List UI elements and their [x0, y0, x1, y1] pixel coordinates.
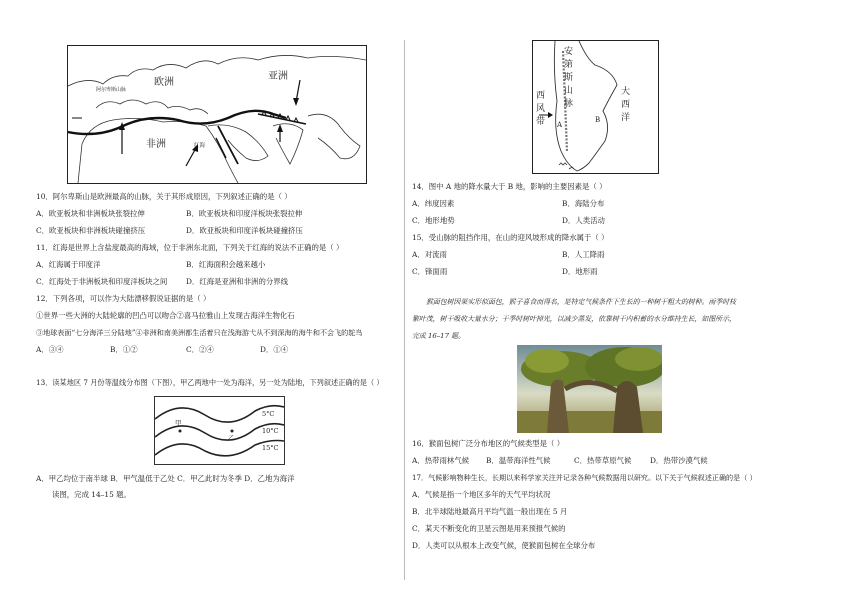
q17-option-d[interactable]: D．人类可以从根本上改变气候，使猴面包树在全球分布	[412, 541, 596, 550]
plate-map	[67, 45, 367, 184]
andes-char-3: 斯	[564, 73, 574, 83]
q12-option-a[interactable]: A．③④	[36, 345, 64, 354]
plate-map-drawing	[68, 46, 366, 183]
westerlies-char-3: 带	[536, 117, 546, 127]
q17-option-a[interactable]: A．气候是指一个地区多年的天气平均状况	[412, 490, 551, 499]
map-label-europe: 欧洲	[154, 77, 174, 88]
isotherm-15c: 15°C	[262, 444, 279, 452]
south-america-drawing	[533, 41, 658, 173]
baobab-illustration	[517, 345, 662, 433]
isotherm-10c: 10°C	[262, 427, 279, 435]
q11-option-d[interactable]: D．红海是亚洲和非洲的分界线	[186, 277, 289, 286]
atlantic-char-2: 西	[621, 100, 631, 110]
q17-option-b[interactable]: B．北半球陆地最高月平均气温一般出现在 5 月	[412, 507, 568, 516]
map-label-asia: 亚洲	[268, 71, 288, 82]
atlantic-char-3: 洋	[621, 113, 631, 123]
q10-option-d[interactable]: D．欧亚板块和印度洋板块碰撞挤压	[186, 226, 303, 235]
q13-stem: 13．读某地区 7 月份等温线分布图（下图），甲乙两地中一处为海洋，另一处为陆地，下列叙述正确的是（ ）	[36, 378, 384, 387]
q15-stem: 15．受山脉的阻挡作用，在山的迎风坡形成的降水属于（ ）	[412, 233, 609, 242]
westerlies-char-2: 风	[536, 104, 546, 114]
point-a-label: A	[557, 121, 563, 129]
q16-option-d[interactable]: D．热带沙漠气候	[650, 456, 708, 465]
q14-option-c[interactable]: C．地形地势	[412, 216, 455, 225]
q11-option-b[interactable]: B．红海面积会越来越小	[186, 260, 266, 269]
map-label-africa: 非洲	[146, 139, 166, 150]
q15-option-d[interactable]: D．地形雨	[562, 267, 598, 276]
q15-option-b[interactable]: B．人工降雨	[562, 250, 605, 259]
label-jia: 甲	[175, 419, 182, 427]
q12-statement-line1: ①世界一些大洲的大陆轮廓的凹凸可以吻合②喜马拉雅山上发现古海洋生物化石	[36, 311, 295, 320]
q16-stem: 16．猴面包树广泛分布地区的气候类型是（ ）	[412, 439, 565, 448]
andes-char-1: 安	[564, 47, 574, 57]
q16-option-c[interactable]: C．热带草原气候	[574, 456, 632, 465]
isotherm-5c: 5°C	[262, 410, 275, 418]
q10-option-a[interactable]: A．欧亚板块和非洲板块张裂拉伸	[36, 209, 145, 218]
andes-char-2: 第	[564, 60, 574, 70]
q15-option-a[interactable]: A．对流雨	[412, 250, 447, 259]
baobab-photo	[517, 345, 662, 433]
q11-option-a[interactable]: A．红海属于印度洋	[36, 260, 101, 269]
q10-option-c[interactable]: C．欧亚板块和非洲板块碰撞挤压	[36, 226, 146, 235]
westerlies-char-1: 西	[536, 91, 546, 101]
passage-line3: 完成 16–17 题。	[412, 332, 465, 340]
q15-option-c[interactable]: C．锋面雨	[412, 267, 448, 276]
q17-option-c[interactable]: C．某天不断变化的卫星云图是用来预报气候的	[412, 524, 566, 533]
q12-option-b[interactable]: B．①②	[110, 345, 138, 354]
q17-stem: 17．气候影响物种生长，长期以来科学家关注并记录各种气候数据用以研究。以下关于气候叙述正确的是（ ）	[412, 473, 757, 482]
label-yi: 乙	[228, 434, 235, 442]
andes-char-5: 脉	[564, 99, 574, 109]
passage-line1: 猴面包树因果实形似面包，猴子喜食而得名，是特定气候条件下生长的一种树干粗大的树种。雨季时枝	[426, 298, 737, 306]
q13-options[interactable]: A．甲乙均位于南半球 B．甲气温低于乙处 C．甲乙此时为冬季 D．乙地为海洋	[36, 474, 295, 483]
q11-stem: 11．红海是世界上含盐度最高的海域，位于非洲东北面，下列关于红海的说法不正确的是（ ）	[36, 243, 344, 252]
atlantic-char-1: 大	[621, 87, 631, 97]
column-divider	[404, 40, 405, 580]
q14-stem: 14．图中 A 地的降水量大于 B 地，影响的主要因素是（ ）	[412, 182, 607, 191]
q10-stem: 10．阿尔卑斯山是欧洲最高的山脉，关于其形成原因，下列叙述正确的是（ ）	[36, 192, 292, 201]
map-label-redsea: 红海	[194, 143, 206, 149]
passage-line2: 繁叶茂，树干吸收大量水分；干季时树叶掉光，以减少蒸发，依靠树干内积蓄的水分维持生长，如图所示，	[412, 315, 736, 323]
q14-option-a[interactable]: A．纬度因素	[412, 199, 455, 208]
map-label-alps: 阿尔卑斯山脉	[96, 87, 127, 93]
andes-char-4: 山	[564, 86, 574, 96]
point-b-label: B	[595, 116, 601, 124]
q12-stem: 12．下列各项，可以作为大陆漂移假说证据的是（ ）	[36, 294, 211, 303]
q16-option-a[interactable]: A．热带雨林气候	[412, 456, 470, 465]
q14-option-b[interactable]: B．海陆分布	[562, 199, 605, 208]
intro-q14-15: 读图，完成 14–15 题。	[52, 490, 131, 499]
q12-statement-line2: ③地球表面“七分海洋三分陆地”④非洲和南美洲都生活着只在浅海游弋从不到深海的海牛和不会飞的鸵鸟	[36, 328, 363, 337]
q12-option-c[interactable]: C．②④	[186, 345, 214, 354]
south-america-map	[532, 40, 659, 174]
q11-option-c[interactable]: C．红海处于非洲板块和印度洋板块之间	[36, 277, 168, 286]
q10-option-b[interactable]: B．欧亚板块和印度洋板块张裂拉伸	[186, 209, 303, 218]
q16-option-b[interactable]: B．温带海洋性气候	[486, 456, 551, 465]
q14-option-d[interactable]: D．人类活动	[562, 216, 605, 225]
q12-option-d[interactable]: D．①④	[260, 345, 289, 354]
